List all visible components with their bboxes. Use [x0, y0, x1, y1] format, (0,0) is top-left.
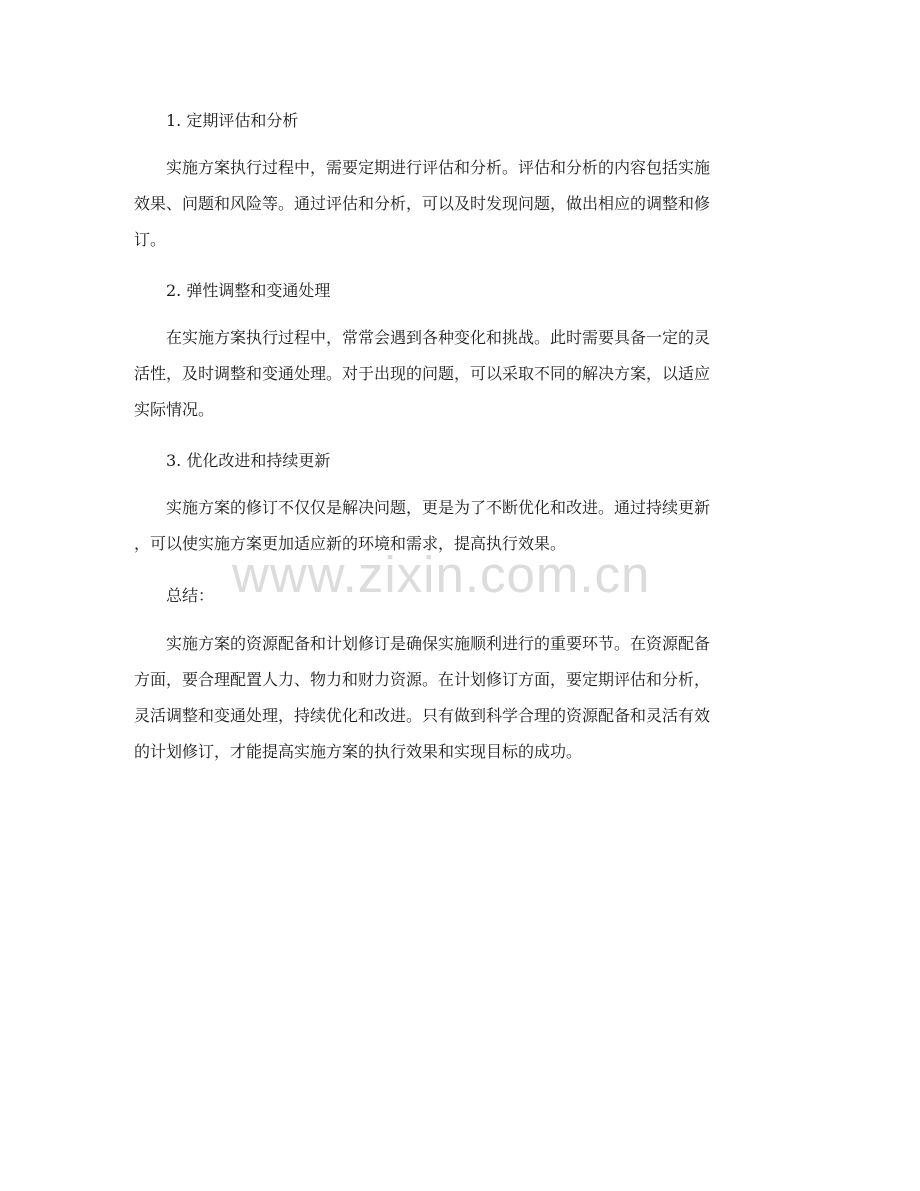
paragraph-line: 灵活调整和变通处理，持续优化和改进。只有做到科学合理的资源配备和灵活有效: [134, 706, 711, 725]
section-3-heading: 3. 优化改进和持续更新: [166, 451, 331, 470]
paragraph-line: 实际情况。: [134, 400, 215, 419]
paragraph-line: 的计划修订，才能提高实施方案的执行效果和实现目标的成功。: [134, 742, 583, 761]
section-2-paragraph: [134, 320, 794, 428]
paragraph-line: 订。: [134, 230, 167, 249]
section-2-heading: 2. 弹性调整和变通处理: [166, 281, 331, 300]
paragraph-line: ，可以使实施方案更加适应新的环境和需求，提高执行效果。: [134, 534, 567, 553]
summary-heading: 总结：: [166, 586, 215, 605]
paragraph-line: 方面，要合理配置人力、物力和财力资源。在计划修订方面，要定期评估和分析，: [134, 670, 711, 689]
section-1-heading: 1. 定期评估和分析: [166, 111, 299, 130]
paragraph-line: 实施方案的资源配备和计划修订是确保实施顺利进行的重要环节。在资源配备: [166, 634, 711, 653]
paragraph-line: 在实施方案执行过程中，常常会遇到各种变化和挑战。此时需要具备一定的灵: [166, 328, 711, 347]
section-1-paragraph: [134, 150, 794, 258]
paragraph-line: 效果、问题和风险等。通过评估和分析，可以及时发现问题，做出相应的调整和修: [134, 194, 711, 213]
summary-paragraph: [134, 626, 794, 770]
paragraph-line: 活性，及时调整和变通处理。对于出现的问题，可以采取不同的解决方案，以适应: [134, 364, 711, 383]
paragraph-line: 实施方案的修订不仅仅是解决问题，更是为了不断优化和改进。通过持续更新: [166, 498, 711, 517]
watermark: www.zixin.com.cn: [232, 546, 651, 603]
paragraph-line: 实施方案执行过程中，需要定期进行评估和分析。评估和分析的内容包括实施: [166, 158, 711, 177]
